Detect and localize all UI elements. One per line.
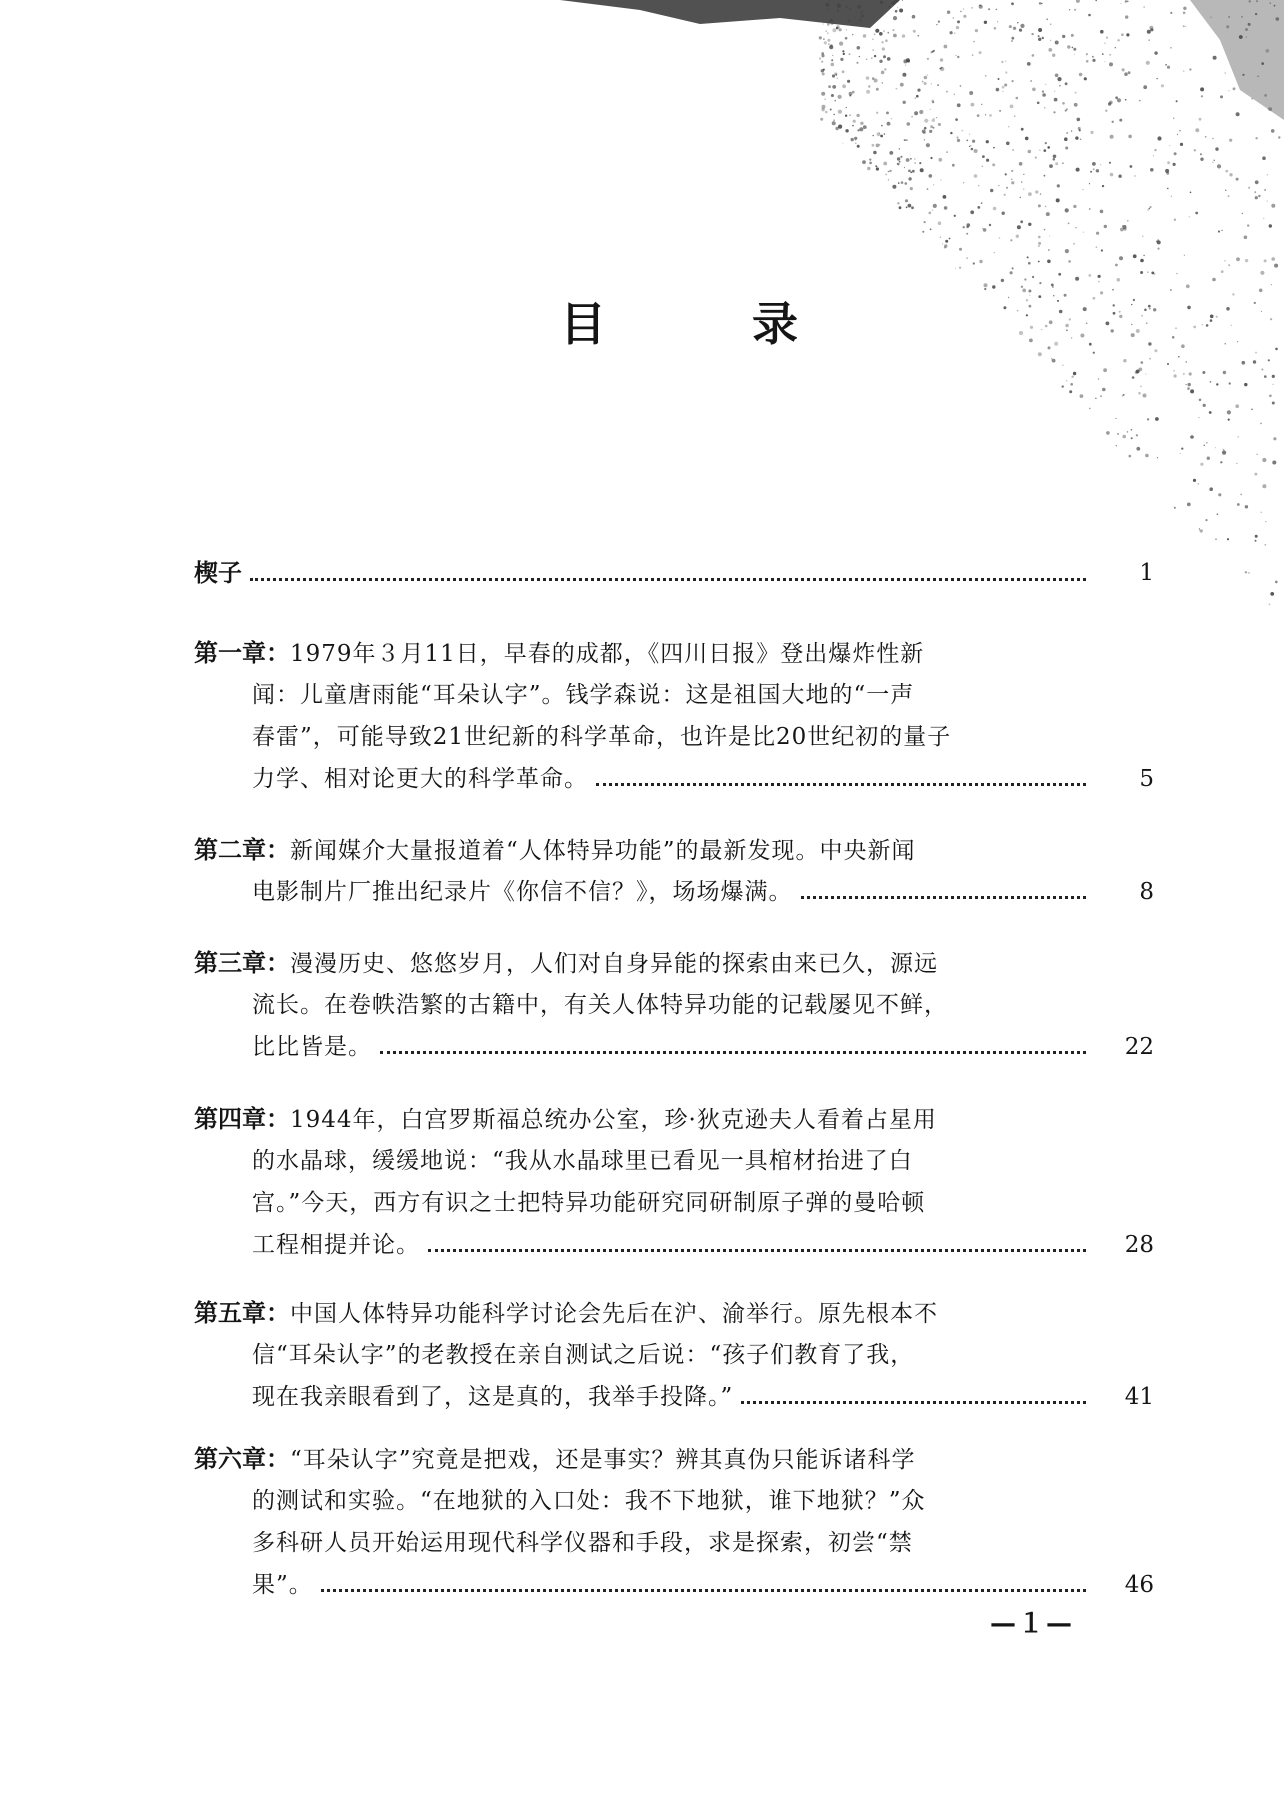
page-number: 1 (1139, 560, 1154, 586)
toc-line (252, 1227, 1094, 1263)
heading-char-2: 录 (752, 297, 800, 351)
leader-dots (741, 1401, 1086, 1404)
entry-text: 工程相提并论。 (252, 1232, 420, 1258)
toc-line (194, 1101, 937, 1137)
entry-label: 第三章： (194, 949, 290, 977)
entry-label: 第一章： (194, 639, 290, 667)
toc-line (252, 1483, 926, 1519)
entry-text: 电影制片厂推出纪录片《你信不信？》，场场爆满。 (252, 879, 793, 905)
entry-text: 1944年，白宫罗斯福总统办公室，珍·狄克逊夫人看着占星用 (290, 1107, 937, 1133)
leader-dots (250, 578, 1086, 581)
entry-label: 第四章： (194, 1105, 290, 1133)
toc-heading (560, 288, 800, 354)
page-number: 46 (1124, 1572, 1154, 1598)
leader-dots (801, 896, 1087, 899)
toc-line (194, 1441, 916, 1477)
entry-text: 闻：儿童唐雨能“耳朵认字”。钱学森说：这是祖国大地的“一声 (252, 682, 915, 708)
toc-line (252, 1525, 913, 1561)
entry-text: 现在我亲眼看到了，这是真的，我举手投降。” (252, 1384, 734, 1410)
entry-label: 楔子 (194, 559, 242, 587)
page-number: 41 (1124, 1384, 1154, 1410)
toc-line (252, 987, 948, 1023)
entry-label: 第五章： (194, 1299, 290, 1327)
entry-text: 中国人体特异功能科学讨论会先后在沪、渝举行。原先根本不 (290, 1301, 938, 1327)
toc-line (252, 1337, 914, 1373)
toc-line (194, 1295, 938, 1331)
heading-char-1: 目 (560, 297, 608, 351)
leader-dots (380, 1051, 1086, 1054)
toc-line (252, 1185, 925, 1221)
leader-dots (321, 1589, 1086, 1592)
entry-text: 新闻媒介大量报道着“人体特异功能”的最新发现。中央新闻 (290, 838, 916, 864)
page-number: 8 (1139, 879, 1154, 905)
entry-text: 多科研人员开始运用现代科学仪器和手段，求是探索，初尝“禁 (252, 1530, 913, 1556)
toc-line (252, 1029, 1094, 1065)
entry-text: 春雷”，可能导致21世纪新的科学革命，也许是比20世纪初的量子 (252, 724, 952, 750)
toc-line (252, 1143, 913, 1179)
toc-line (252, 874, 1094, 910)
entry-text: 的测试和实验。“在地狱的入口处：我不下地狱，谁下地狱？”众 (252, 1488, 926, 1514)
toc-line (252, 677, 914, 713)
toc-line (252, 1567, 1094, 1603)
entry-text: 信“耳朵认字”的老教授在亲自测试之后说：“孩子们教育了我， (252, 1342, 915, 1368)
entry-text: 漫漫历史、悠悠岁月，人们对自身异能的探索由来已久，源远 (290, 951, 938, 977)
page-footer-number: —１— (990, 1609, 1075, 1639)
entry-text: 力学、相对论更大的科学革命。 (252, 766, 588, 792)
page-number: 22 (1124, 1034, 1154, 1060)
entry-text: 宫。”今天，西方有识之士把特异功能研究同研制原子弹的曼哈顿 (252, 1190, 926, 1216)
page-number: 5 (1139, 766, 1154, 792)
entry-text: 流长。在卷帙浩繁的古籍中，有关人体特异功能的记载屡见不鲜， (252, 992, 948, 1018)
toc-line (252, 719, 951, 755)
toc-line (252, 1379, 1094, 1415)
leader-dots (428, 1249, 1086, 1252)
toc-line (252, 761, 1094, 797)
entry-text: 果”。 (252, 1572, 313, 1598)
entry-text: 比比皆是。 (252, 1034, 372, 1060)
toc-line (194, 635, 924, 671)
entry-label: 第六章： (194, 1445, 290, 1473)
toc-line (194, 945, 938, 981)
entry-text: 1979年３月11日，早春的成都，《四川日报》登出爆炸性新 (290, 641, 925, 667)
toc-line (194, 832, 916, 868)
leader-dots (596, 783, 1086, 786)
entry-text: 的水晶球，缓缓地说：“我从水晶球里已看见一具棺材抬进了白 (252, 1148, 913, 1174)
page-number: 28 (1124, 1232, 1154, 1258)
entry-text: “耳朵认字”究竟是把戏，还是事实？辨其真伪只能诉诸科学 (290, 1447, 916, 1473)
toc-line (194, 555, 1094, 591)
entry-label: 第二章： (194, 836, 290, 864)
